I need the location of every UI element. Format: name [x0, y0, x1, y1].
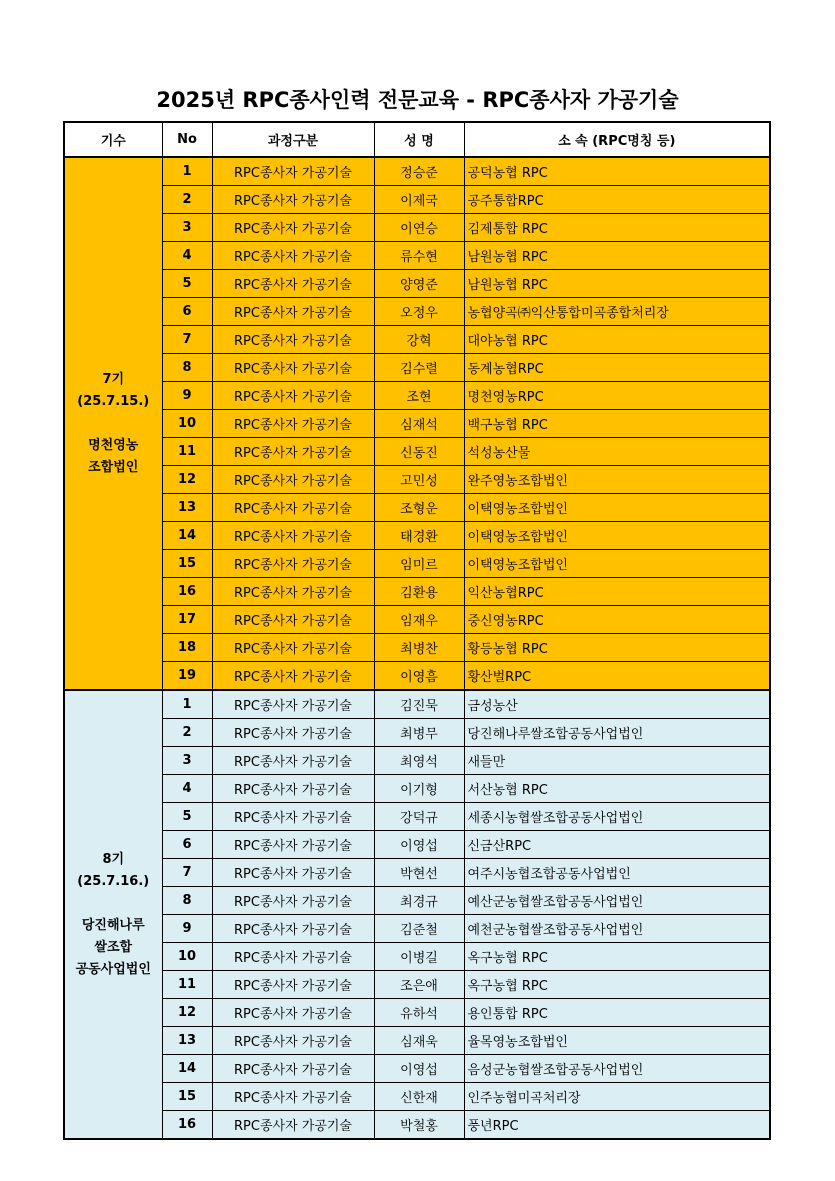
row-number: 10 — [162, 410, 212, 438]
name-cell: 고민성 — [374, 466, 464, 494]
row-number: 13 — [162, 1027, 212, 1055]
course-cell: RPC종사자 가공기술 — [212, 690, 374, 719]
affiliation-cell: 여주시농협조합공동사업법인 — [464, 859, 770, 887]
row-number: 11 — [162, 438, 212, 466]
name-cell: 이제국 — [374, 186, 464, 214]
name-cell: 김수렬 — [374, 354, 464, 382]
table-row — [64, 690, 770, 719]
affiliation-cell: 농협양곡㈜익산통합미곡종합처리장 — [464, 298, 770, 326]
course-cell: RPC종사자 가공기술 — [212, 887, 374, 915]
table-row — [64, 747, 770, 775]
name-cell: 박현선 — [374, 859, 464, 887]
course-cell: RPC종사자 가공기술 — [212, 606, 374, 634]
affiliation-cell: 금성농산 — [464, 690, 770, 719]
name-cell: 조은애 — [374, 971, 464, 999]
name-cell: 유하석 — [374, 999, 464, 1027]
row-number: 3 — [162, 747, 212, 775]
row-number: 14 — [162, 1055, 212, 1083]
name-cell: 이연승 — [374, 214, 464, 242]
name-cell: 최영석 — [374, 747, 464, 775]
name-cell: 최경규 — [374, 887, 464, 915]
affiliation-cell: 세종시농협쌀조합공동사업법인 — [464, 803, 770, 831]
name-cell: 이영흠 — [374, 662, 464, 691]
table-row — [64, 270, 770, 298]
name-cell: 심재욱 — [374, 1027, 464, 1055]
table-row — [64, 242, 770, 270]
table-row — [64, 410, 770, 438]
row-number: 14 — [162, 522, 212, 550]
row-number: 16 — [162, 1111, 212, 1140]
row-number: 7 — [162, 326, 212, 354]
affiliation-cell: 신금산RPC — [464, 831, 770, 859]
name-cell: 임재우 — [374, 606, 464, 634]
table-row — [64, 494, 770, 522]
cohort-label-line: 당진해나루 — [81, 917, 145, 933]
affiliation-cell: 풍년RPC — [464, 1111, 770, 1140]
name-cell: 이기형 — [374, 775, 464, 803]
course-cell: RPC종사자 가공기술 — [212, 494, 374, 522]
affiliation-cell: 석성농산물 — [464, 438, 770, 466]
table-row — [64, 466, 770, 494]
row-number: 2 — [162, 186, 212, 214]
course-cell: RPC종사자 가공기술 — [212, 270, 374, 298]
name-cell: 이영섭 — [374, 831, 464, 859]
name-cell: 양영준 — [374, 270, 464, 298]
cohort-label-line: 8기 — [102, 851, 125, 867]
row-number: 16 — [162, 578, 212, 606]
row-number: 19 — [162, 662, 212, 691]
name-cell: 임미르 — [374, 550, 464, 578]
table-row — [64, 214, 770, 242]
course-cell: RPC종사자 가공기술 — [212, 326, 374, 354]
row-number: 7 — [162, 859, 212, 887]
header-course: 과정구분 — [212, 122, 374, 157]
table-row — [64, 157, 770, 186]
row-number: 5 — [162, 270, 212, 298]
cohort-label-line: 쌀조합 — [94, 939, 133, 955]
cohort-label-line: (25.7.16.) — [77, 873, 150, 889]
cohort-label-line: 공동사업법인 — [75, 961, 151, 977]
cohort-cell — [64, 157, 162, 690]
cohort-label-line: 7기 — [102, 371, 125, 387]
name-cell: 오정우 — [374, 298, 464, 326]
course-cell: RPC종사자 가공기술 — [212, 382, 374, 410]
affiliation-cell: 음성군농협쌀조합공동사업법인 — [464, 1055, 770, 1083]
affiliation-cell: 황산벌RPC — [464, 662, 770, 691]
table-row — [64, 354, 770, 382]
affiliation-cell: 남원농협 RPC — [464, 242, 770, 270]
table-row — [64, 775, 770, 803]
row-number: 15 — [162, 550, 212, 578]
row-number: 10 — [162, 943, 212, 971]
row-number: 9 — [162, 382, 212, 410]
affiliation-cell: 옥구농협 RPC — [464, 971, 770, 999]
table-row — [64, 859, 770, 887]
affiliation-cell: 새들만 — [464, 747, 770, 775]
table-row — [64, 999, 770, 1027]
affiliation-cell: 인주농협미곡처리장 — [464, 1083, 770, 1111]
table-row — [64, 719, 770, 747]
course-cell: RPC종사자 가공기술 — [212, 522, 374, 550]
affiliation-cell: 동계농협RPC — [464, 354, 770, 382]
row-number: 12 — [162, 466, 212, 494]
table-row — [64, 1083, 770, 1111]
table-row — [64, 662, 770, 691]
row-number: 18 — [162, 634, 212, 662]
affiliation-cell: 예산군농협쌀조합공동사업법인 — [464, 887, 770, 915]
row-number: 4 — [162, 775, 212, 803]
participants-table — [63, 121, 771, 1140]
page-title: 2025년 RPC종사인력 전문교육 - RPC종사자 가공기술 — [156, 88, 679, 112]
course-cell: RPC종사자 가공기술 — [212, 999, 374, 1027]
name-cell: 강혁 — [374, 326, 464, 354]
affiliation-cell: 백구농협 RPC — [464, 410, 770, 438]
row-number: 1 — [162, 690, 212, 719]
course-cell: RPC종사자 가공기술 — [212, 1055, 374, 1083]
row-number: 6 — [162, 831, 212, 859]
affiliation-cell: 남원농협 RPC — [464, 270, 770, 298]
name-cell: 정승준 — [374, 157, 464, 186]
row-number: 12 — [162, 999, 212, 1027]
course-cell: RPC종사자 가공기술 — [212, 1083, 374, 1111]
affiliation-cell: 옥구농협 RPC — [464, 943, 770, 971]
row-number: 4 — [162, 242, 212, 270]
table-row — [64, 550, 770, 578]
row-number: 2 — [162, 719, 212, 747]
table-row — [64, 522, 770, 550]
table-body — [64, 157, 770, 1139]
table-row — [64, 578, 770, 606]
affiliation-cell: 중신영농RPC — [464, 606, 770, 634]
affiliation-cell: 공주통합RPC — [464, 186, 770, 214]
affiliation-cell: 당진해나루쌀조합공동사업법인 — [464, 719, 770, 747]
name-cell: 이병길 — [374, 943, 464, 971]
affiliation-cell: 익산농협RPC — [464, 578, 770, 606]
affiliation-cell: 이택영농조합법인 — [464, 522, 770, 550]
course-cell: RPC종사자 가공기술 — [212, 157, 374, 186]
cohort-label-line: (25.7.15.) — [77, 393, 150, 409]
affiliation-cell: 대야농협 RPC — [464, 326, 770, 354]
name-cell: 류수현 — [374, 242, 464, 270]
name-cell: 최병무 — [374, 719, 464, 747]
cohort-label-line: 조합법인 — [88, 459, 139, 475]
table-row — [64, 943, 770, 971]
name-cell: 김진묵 — [374, 690, 464, 719]
table-row — [64, 915, 770, 943]
cohort-label-line — [65, 893, 162, 915]
row-number: 6 — [162, 298, 212, 326]
cohort-label-line — [65, 413, 162, 435]
course-cell: RPC종사자 가공기술 — [212, 354, 374, 382]
name-cell: 박철홍 — [374, 1111, 464, 1140]
course-cell: RPC종사자 가공기술 — [212, 1027, 374, 1055]
course-cell: RPC종사자 가공기술 — [212, 438, 374, 466]
affiliation-cell: 예천군농협쌀조합공동사업법인 — [464, 915, 770, 943]
table-row — [64, 634, 770, 662]
affiliation-cell: 명천영농RPC — [464, 382, 770, 410]
course-cell: RPC종사자 가공기술 — [212, 1111, 374, 1140]
header-affiliation: 소 속 (RPC명칭 등) — [464, 122, 770, 157]
course-cell: RPC종사자 가공기술 — [212, 747, 374, 775]
course-cell: RPC종사자 가공기술 — [212, 775, 374, 803]
course-cell: RPC종사자 가공기술 — [212, 859, 374, 887]
table-row — [64, 803, 770, 831]
table-row — [64, 382, 770, 410]
table-row — [64, 606, 770, 634]
affiliation-cell: 완주영농조합법인 — [464, 466, 770, 494]
name-cell: 조형운 — [374, 494, 464, 522]
name-cell: 태경환 — [374, 522, 464, 550]
row-number: 15 — [162, 1083, 212, 1111]
course-cell: RPC종사자 가공기술 — [212, 550, 374, 578]
course-cell: RPC종사자 가공기술 — [212, 719, 374, 747]
course-cell: RPC종사자 가공기술 — [212, 803, 374, 831]
affiliation-cell: 이택영농조합법인 — [464, 550, 770, 578]
course-cell: RPC종사자 가공기술 — [212, 971, 374, 999]
course-cell: RPC종사자 가공기술 — [212, 298, 374, 326]
name-cell: 최병찬 — [374, 634, 464, 662]
row-number: 3 — [162, 214, 212, 242]
row-number: 1 — [162, 157, 212, 186]
course-cell: RPC종사자 가공기술 — [212, 831, 374, 859]
name-cell: 김환용 — [374, 578, 464, 606]
name-cell: 이영섭 — [374, 1055, 464, 1083]
affiliation-cell: 이택영농조합법인 — [464, 494, 770, 522]
header-no: No — [162, 122, 212, 157]
row-number: 11 — [162, 971, 212, 999]
name-cell: 조현 — [374, 382, 464, 410]
affiliation-cell: 황등농협 RPC — [464, 634, 770, 662]
name-cell: 신동진 — [374, 438, 464, 466]
course-cell: RPC종사자 가공기술 — [212, 662, 374, 691]
cohort-cell — [64, 690, 162, 1139]
course-cell: RPC종사자 가공기술 — [212, 915, 374, 943]
cohort-label-line: 명천영농 — [88, 437, 139, 453]
course-cell: RPC종사자 가공기술 — [212, 943, 374, 971]
course-cell: RPC종사자 가공기술 — [212, 578, 374, 606]
table-row — [64, 887, 770, 915]
row-number: 8 — [162, 354, 212, 382]
course-cell: RPC종사자 가공기술 — [212, 186, 374, 214]
table-row — [64, 438, 770, 466]
table-row — [64, 1111, 770, 1140]
table-row — [64, 831, 770, 859]
table-row — [64, 186, 770, 214]
affiliation-cell: 서산농협 RPC — [464, 775, 770, 803]
row-number: 8 — [162, 887, 212, 915]
row-number: 5 — [162, 803, 212, 831]
table-row — [64, 326, 770, 354]
table-row — [64, 971, 770, 999]
header-name: 성 명 — [374, 122, 464, 157]
name-cell: 강덕규 — [374, 803, 464, 831]
header-cohort: 기수 — [64, 122, 162, 157]
course-cell: RPC종사자 가공기술 — [212, 634, 374, 662]
row-number: 9 — [162, 915, 212, 943]
name-cell: 신한재 — [374, 1083, 464, 1111]
row-number: 17 — [162, 606, 212, 634]
affiliation-cell: 공덕농협 RPC — [464, 157, 770, 186]
table-row — [64, 1055, 770, 1083]
affiliation-cell: 용인통합 RPC — [464, 999, 770, 1027]
name-cell: 심재석 — [374, 410, 464, 438]
row-number: 13 — [162, 494, 212, 522]
course-cell: RPC종사자 가공기술 — [212, 410, 374, 438]
course-cell: RPC종사자 가공기술 — [212, 242, 374, 270]
table-row — [64, 1027, 770, 1055]
affiliation-cell: 김제통합 RPC — [464, 214, 770, 242]
affiliation-cell: 율목영농조합법인 — [464, 1027, 770, 1055]
name-cell: 김준철 — [374, 915, 464, 943]
table-row — [64, 298, 770, 326]
table-header-row — [64, 122, 770, 157]
course-cell: RPC종사자 가공기술 — [212, 466, 374, 494]
course-cell: RPC종사자 가공기술 — [212, 214, 374, 242]
